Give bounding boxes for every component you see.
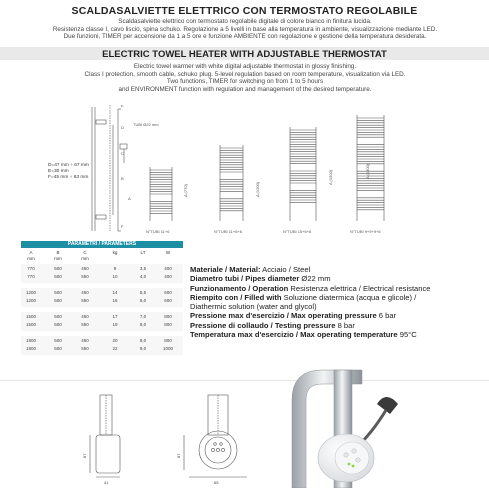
feature-row: [190, 321, 480, 330]
tube-label: TUBI Ø22 mm: [133, 122, 159, 127]
feature-row: [190, 302, 480, 311]
table-cell: 16: [112, 298, 118, 303]
table-cell: 500: [54, 314, 62, 319]
table-cell: 500: [54, 290, 62, 295]
model-2-id: N°TUBI 11+6+6: [214, 229, 242, 234]
feature-value: Ø22 mm: [299, 274, 331, 284]
feature-value: Acciaio / Steel: [260, 265, 311, 274]
control-button: [356, 458, 360, 462]
table-cell: 9: [113, 266, 117, 271]
table-cell: 600: [164, 298, 172, 303]
english-description: [25, 63, 465, 93]
power-cable: [360, 410, 386, 444]
feature-value: Diathermic solution (water and glycol): [190, 302, 317, 312]
table-cell: 1000: [162, 346, 173, 351]
table-cell: 450: [81, 266, 89, 271]
label-e: E: [121, 105, 124, 108]
table-cell: 770: [27, 266, 35, 271]
model-2-height-label: A (1200): [255, 181, 260, 197]
english-line: Two functions, TIMER for switching on from 1 to 5 hours: [166, 78, 324, 86]
feature-row: [190, 330, 480, 339]
table-cell: 22: [112, 346, 118, 351]
table-cell: 1500: [25, 314, 36, 319]
spec-line: F=45 mm ÷ 63 mm: [48, 175, 89, 180]
model-3-id: N°TUBI 15+6+6: [283, 229, 312, 234]
table-cell: 7,0: [139, 314, 147, 319]
table-cell: 450: [81, 338, 89, 343]
label-b: B: [121, 176, 124, 181]
label-f: F: [121, 224, 124, 229]
table-cell: 1800: [25, 338, 36, 343]
towel-rail-model-4: [357, 115, 384, 221]
table-column-header: LT: [140, 250, 146, 255]
control-button: [352, 449, 356, 453]
spec-line: D=47 mm ÷ 67 mm: [48, 163, 89, 168]
table-cell: 600: [54, 322, 62, 327]
thermostat-technical-drawing: [60, 390, 280, 486]
table-cell: 800: [164, 314, 172, 319]
table-cell: 450: [81, 290, 89, 295]
table-column-header: C: [83, 250, 87, 255]
feature-value: 8 bar: [335, 320, 355, 330]
table-column-unit: mm: [81, 256, 89, 261]
table-cell: 800: [164, 338, 172, 343]
table-cell: 600: [54, 346, 62, 351]
table-cell: 20: [112, 338, 118, 343]
label-c: C: [121, 151, 124, 156]
feature-row: [190, 284, 480, 293]
features-list: [190, 265, 480, 339]
table-cell: 6,0: [139, 298, 147, 303]
table-column-unit: mm: [27, 256, 35, 261]
feature-row: [190, 293, 480, 302]
table-cell: 4,0: [139, 274, 147, 279]
side-view-body: [96, 435, 120, 473]
table-cell: 450: [81, 314, 89, 319]
table-cell: 14: [112, 290, 118, 295]
spec-line: E=30 mm: [48, 169, 69, 174]
table-column-header: W: [165, 250, 171, 255]
table-cell: 550: [81, 322, 89, 327]
table-cell: 500: [54, 338, 62, 343]
side-width-dim: 41: [104, 480, 109, 485]
table-cell: 10: [112, 274, 118, 279]
italian-description: [30, 18, 460, 41]
english-line: Electric towel warmer with white digital adjustable thermostat in glossy finishing.: [133, 63, 357, 70]
table-cell: 1500: [25, 322, 36, 327]
front-width-dim: 65: [214, 480, 219, 485]
italian-line: Due funzioni, TIMER per accensione da 1 a 5 ore e funzione AMBIENTE con regolazione e gestione della temperatura desiderata.: [63, 33, 427, 41]
table-cell: 8,0: [139, 338, 147, 343]
feature-value: 6 bar: [376, 311, 397, 321]
table-cell: 17: [112, 314, 118, 319]
table-cell: 3,5: [139, 266, 147, 271]
table-cell: 8,0: [139, 322, 147, 327]
table-column-unit: mm: [54, 256, 62, 261]
table-cell: 5,5: [139, 290, 147, 295]
model-1-id: N°TUBI 11+6: [146, 229, 170, 234]
feature-value: Resistenza elettrica / Electrical resistance: [288, 283, 431, 293]
model-4-id: N°TUBI 9+9+9+6: [350, 229, 381, 234]
italian-title: SCALDASALVIETTE ELETTRICO CON TERMOSTATO REGOLABILE: [71, 5, 418, 17]
feature-label: Diametro tubi / Pipes diameter: [190, 274, 300, 284]
model-4-height-label: A (1800): [365, 163, 370, 179]
label-a: A: [128, 196, 131, 201]
table-cell: 600: [54, 298, 62, 303]
table-cell: 770: [27, 274, 35, 279]
feature-row: [190, 265, 480, 274]
control-button: [344, 453, 348, 457]
model-1-height-label: A (770): [183, 184, 188, 197]
feature-label: Pressione max d'esercizio / Max operating pressure: [190, 311, 377, 321]
schuko-plug-head: [377, 397, 398, 414]
table-cell: 550: [81, 346, 89, 351]
english-line: Class I protection, smooth cable, schuko plug. 5-level regulation based on room temperature, visualization via LED.: [84, 70, 406, 78]
table-cell: 1200: [25, 290, 36, 295]
thermostat-control-panel: [335, 442, 369, 474]
feature-label: Funzionamento / Operation: [190, 283, 289, 293]
table-cell: 550: [81, 274, 89, 279]
side-profile-drawing: [92, 105, 127, 231]
table-cell: 400: [164, 274, 172, 279]
table-cell: 400: [164, 266, 172, 271]
table-cell: 500: [54, 266, 62, 271]
english-line: and ENVIRONMENT function with regulation and management of the desired temperature.: [118, 85, 372, 93]
table-cell: 600: [164, 290, 172, 295]
table-cell: 1200: [25, 298, 36, 303]
feature-label: Temperatura max d'esercizio / Max operating temperature: [190, 330, 398, 340]
towel-rail-model-1: [150, 167, 172, 221]
table-cell: 600: [54, 274, 62, 279]
table-column-header: A: [29, 250, 33, 255]
thermostat-product-render: [282, 360, 482, 488]
table-cell: 1800: [25, 346, 36, 351]
table-column-header: kg: [112, 250, 118, 255]
led-indicator: [352, 465, 355, 468]
feature-value: Soluzione diatermica (acqua e glicole) /: [281, 292, 417, 302]
feature-label: Pressione di collaudo / Testing pressure: [190, 320, 336, 330]
table-cell: 9,0: [139, 346, 147, 351]
front-height-dim: 87: [176, 453, 181, 458]
italian-line: Scaldasalviette elettrico con termostato regolabile digitale di colore bianco in finitura lucida.: [118, 18, 372, 25]
italian-line: Resistenza classe I, cavo liscio, spina schuko. Regolazione a 5 livelli in base alla temperatura in ambiente, visualizzazione mediante LED.: [52, 25, 438, 33]
feature-value: 95°C: [397, 330, 417, 340]
table-column-header: B: [56, 250, 60, 255]
model-3-height-label: A (1500): [328, 169, 333, 185]
towel-rail-model-2: [220, 145, 243, 221]
side-height-dim: 87: [82, 453, 87, 458]
table-cell: 19: [112, 322, 118, 327]
towel-rail-model-3: [290, 127, 316, 221]
parameters-table-title: PARAMETRI / PARAMETERS: [21, 241, 183, 248]
feature-label: Riempito con / Filled with: [190, 292, 282, 302]
led-indicator: [348, 463, 351, 466]
table-cell: 550: [81, 298, 89, 303]
feature-row: [190, 311, 480, 320]
spec-note: [48, 163, 89, 181]
feature-label: Materiale / Material:: [190, 265, 261, 274]
english-title: ELECTRIC TOWEL HEATER WITH ADJUSTABLE THERMOSTAT: [102, 49, 387, 60]
label-d: D: [121, 125, 124, 130]
feature-row: [190, 274, 480, 283]
table-cell: 800: [164, 322, 172, 327]
